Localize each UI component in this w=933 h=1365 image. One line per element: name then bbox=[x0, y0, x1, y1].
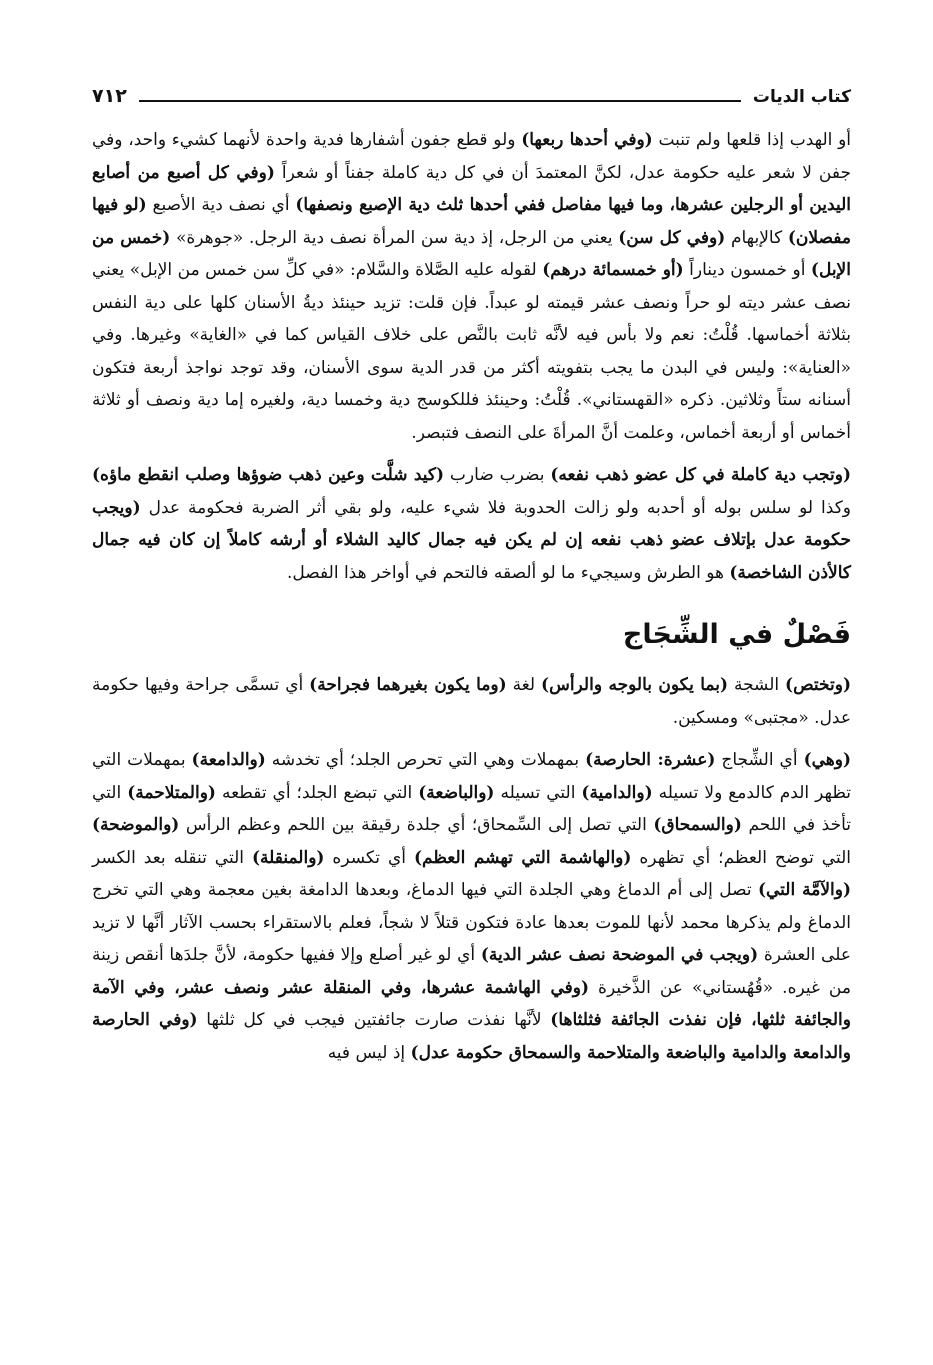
matn-text: (وهي) bbox=[803, 750, 852, 770]
paragraph-p2 bbox=[92, 459, 851, 589]
sharh-text: بمهملات التي تظهر الدم كالدمع ولا تسيله bbox=[92, 750, 852, 803]
main-text bbox=[92, 124, 851, 1069]
paragraph-p1 bbox=[92, 124, 851, 449]
sharh-text: لغة bbox=[506, 675, 542, 695]
matn-text: (ويجب في الموضحة نصف عشر الدية) bbox=[480, 945, 759, 965]
sharh-text: بمهملات وهي التي تحرص الجلد؛ أي تخدشه bbox=[265, 750, 586, 770]
matn-text: (عشرة: الحارصة) bbox=[585, 750, 716, 770]
matn-text: (والسمحاق) bbox=[653, 815, 742, 835]
sharh-text: لأنَّها نفذت صارت جائفتين فيجب في كل ثلثها bbox=[197, 1010, 551, 1030]
matn-text: (وما يكون بغيرهما فجراحة) bbox=[309, 675, 507, 695]
matn-text: (والموضحة) bbox=[92, 815, 180, 835]
matn-text: (والهاشمة التي تهشم العظم) bbox=[413, 847, 632, 868]
matn-text: (وفي أحدها ربعها) bbox=[521, 130, 653, 150]
page-number: ٧١٢ bbox=[92, 85, 127, 107]
sharh-text: يعني من الرجل، إذ دية سن المرأة نصف دية الرجل. «جوهرة» bbox=[170, 227, 619, 248]
matn-text: (وفي كل أصبع من أصابع اليدين أو الرجلين عشرها، وما فيها مفاصل ففي أحدها ثلث دية الإصبع ونصفها) bbox=[92, 162, 851, 215]
sharh-text: أو خمسون ديناراً bbox=[683, 260, 811, 280]
sharh-text: التي توضح العظم؛ أي تظهره bbox=[631, 847, 851, 868]
sharh-text: تصل إلى أم الدماغ وهي الجلدة التي فيها الدماغ، وبعدها الدامغة بغين معجمة وهي التي تخرج الدماغ ولم يذكرها محمد لأنها للموت بعدها عادة فتكون قتلاً لا شجاً، فعلم بالاستقراء بحسب الآثار أنَّها لا تزيد على العشرة bbox=[92, 880, 851, 965]
sharh-text: لقوله عليه الصَّلاة والسَّلام: «في كلِّ سن خمس من الإبل» يعني نصف عشر ديته لو حراً ونصف عشر قيمته لو عبداً. فإن قلت: تزيد حينئذ ديةُ الأسنان كلها على دية النفس بثلاثة أخماسها. قُلْتُ: نعم ولا بأس فيه لأنَّه ثابت بالنَّص على خلاف القياس كما في «الغاية» وغيرها. وفي «العناية»: وليس في البدن ما يجب بتفويته أكثر من قدر الدية سوى الأسنان، وقد توجد نواجذ أربعة فتكون أسنانه ستاً وثلاثين. ذكره «القهستاني». قُلْتُ: وحينئذ فللكوسج دية وخمسا دية، ولغيره إما دية ونصف أو ثلاثة أخماس أو أربعة أخماس، وعلمت أنَّ المرأةَ على النصف فتبصر. bbox=[92, 260, 851, 443]
header-rule bbox=[139, 100, 741, 102]
page-header bbox=[92, 66, 851, 106]
sharh-text: التي تصل إلى السِّمحاق؛ أي جلدة رقيقة بين اللحم وعظم الرأس bbox=[179, 815, 654, 835]
paragraph-s2 bbox=[92, 744, 851, 1069]
sharh-text: هو الطرش وسيجيء ما لو ألصقه فالتحم في أواخر هذا الفصل. bbox=[287, 562, 730, 583]
sharh-text: إذ ليس فيه bbox=[327, 1042, 411, 1063]
matn-text: (والمنقلة) bbox=[251, 847, 325, 868]
sharh-text: التي تسيله bbox=[494, 782, 582, 803]
matn-text: (وتختص) bbox=[785, 675, 852, 695]
matn-text: (وفي الحارصة والدامعة والدامية والباضعة والمتلاحمة والسمحاق حكومة عدل) bbox=[92, 1010, 851, 1063]
running-title: كتاب الديات bbox=[752, 87, 851, 107]
matn-text: (خمس من الإبل) bbox=[92, 227, 851, 280]
section-paragraphs bbox=[92, 669, 851, 1069]
sharh-text: التي تبضع الجلد؛ أي تقطعه bbox=[215, 782, 419, 803]
sharh-text: أو الهدب إذا قلعها ولم تنبت bbox=[652, 130, 852, 150]
matn-text: (والدامية) bbox=[581, 782, 653, 803]
matn-text: (بما يكون بالوجه والرأس) bbox=[541, 675, 729, 695]
sharh-text: أي الشِّجاج bbox=[715, 750, 804, 770]
matn-text: (لو فيها مفصلان) bbox=[92, 195, 851, 248]
matn-text: (وفي كل سن) bbox=[618, 227, 726, 248]
matn-text: (والآمَّة التي) bbox=[757, 880, 852, 900]
matn-text: (أو خمسمائة درهم) bbox=[542, 260, 684, 280]
sharh-text: ولو قطع جفون أشفارها فدية واحدة لأنهما كشيء واحد، وفي جفن لا شعر عليه حكومة عدل، لكنَّ المعتمدَ أن في كل دية كاملة جفناً أو شعراً bbox=[92, 130, 851, 183]
sharh-text: التي تنقله بعد الكسر bbox=[92, 847, 252, 868]
sharh-text: التي تأخذ في اللحم bbox=[92, 782, 852, 835]
matn-text: (والمتلاحمة) bbox=[127, 782, 216, 803]
sharh-text: وكذا لو سلس بوله أو أحدبه ولو زالت الحدوبة فلا شيء عليه، ولو بقي أثر الضربة فحكومة عدل bbox=[140, 497, 851, 518]
sharh-text: أي تسمَّى جراحة وفيها حكومة عدل. «مجتبى» ومسكين. bbox=[92, 675, 851, 728]
matn-text: (والباضعة) bbox=[418, 782, 495, 803]
sharh-text: كالإبهام bbox=[725, 227, 788, 248]
sharh-text: أي تكسره bbox=[324, 847, 414, 868]
matn-text: (وفي الهاشمة عشرها، وفي المنقلة عشر ونصف عشر، وفي الآمة والجائفة ثلثها، فإن نفذت الجائفة فثلثاها) bbox=[92, 977, 851, 1030]
section-title: فَصْلٌ في الشِّجَاج bbox=[622, 619, 851, 650]
matn-text: (والدامعة) bbox=[191, 750, 266, 770]
main-paragraphs bbox=[92, 124, 851, 589]
sharh-text: الشجة bbox=[728, 675, 786, 695]
matn-text: (ويجب حكومة عدل بإتلاف عضو ذهب نفعه إن لم يكن فيه جمال كاليد الشلاء أو أرشه كاملاً إن كان فيه جمال كالأذن الشاخصة) bbox=[92, 497, 851, 583]
sharh-text: أي نصف دية الأصبع bbox=[146, 195, 296, 215]
matn-text: (وتجب دية كاملة في كل عضو ذهب نفعه) bbox=[550, 465, 851, 485]
matn-text: (كيد شلَّت وعين ذهب ضوؤها وصلب انقطع ماؤه) bbox=[92, 465, 445, 485]
sharh-text: بضرب ضارب bbox=[444, 465, 551, 485]
paragraph-s1 bbox=[92, 669, 851, 734]
sharh-text: أي لو غير أصلع وإلا ففيها حكومة، لأنَّ جلدَها أنقص زينة من غيره. «قُهُستاني» عن الذَّخيرة bbox=[92, 945, 851, 998]
